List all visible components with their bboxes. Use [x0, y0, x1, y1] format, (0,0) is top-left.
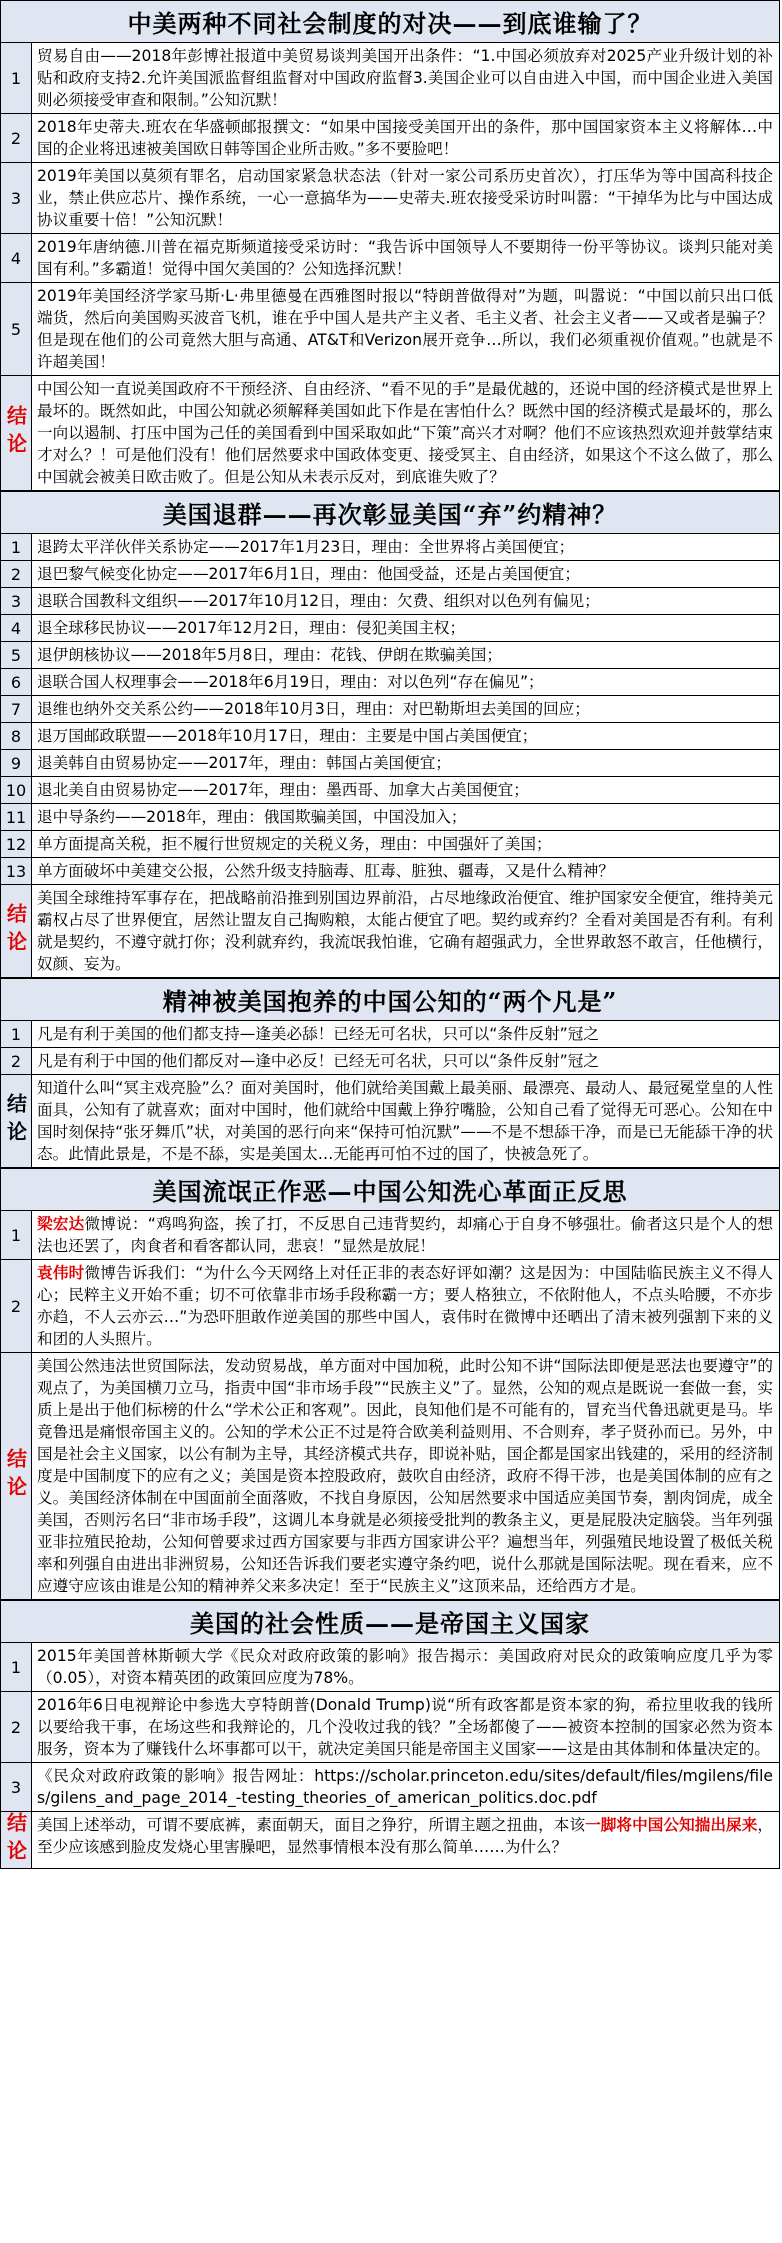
conclusion-label [1, 885, 32, 977]
row-text [32, 561, 779, 587]
person-name: 袁伟时 [37, 1264, 85, 1282]
row-number [1, 163, 32, 233]
row-text [32, 831, 779, 857]
row-text [32, 804, 779, 830]
conclusion-label-text: 结论 [3, 1093, 28, 1149]
row-text [32, 669, 779, 695]
row-text [32, 642, 779, 668]
person-name: 梁宏达 [37, 1215, 85, 1233]
row-text [32, 1812, 779, 1868]
row-body: 退全球移民协议——2017年12月2日，理由：侵犯美国主权； [37, 619, 466, 637]
row-number [1, 283, 32, 375]
row-text [32, 723, 779, 749]
row-body: 2019年美国经济学家马斯·L·弗里德曼在西雅图时报以“特朗普做得对”为题，叫嚣说：“中国以前只出口低端货，然后向美国购买波音飞机，谁在乎中国人是共产主义者、毛主义者、社会主义者——又或者是骗子？但是现在他们的公司竟然大胆与高通、AT&T和Verizon展开竞争…所以，我们必须重视价值观。”也就是不许超美国！ [37, 287, 773, 371]
row-number-text: 12 [5, 834, 27, 854]
table-row [1, 723, 779, 750]
table-row [1, 1812, 779, 1869]
table-row [1, 669, 779, 696]
table-row [1, 1048, 779, 1075]
row-body: 凡是有利于美国的他们都支持—逢美必舔！已经无可名状，只可以“条件反射”冠之 [37, 1025, 599, 1043]
row-text [32, 885, 779, 977]
row-body: 2015年美国普林斯顿大学《民众对政府政策的影响》报告揭示：美国政府对民众的政策响应度几乎为零（0.05），对资本精英团的政策回应度为78%。 [37, 1647, 773, 1687]
row-number [1, 615, 32, 641]
table-row [1, 43, 779, 114]
row-number-text: 6 [10, 672, 22, 692]
row-number-text: 3 [10, 591, 22, 611]
table-row [1, 114, 779, 163]
row-body: 退跨太平洋伙伴关系协定——2017年1月23日，理由：全世界将占美国便宜； [37, 538, 575, 556]
row-text [32, 858, 779, 884]
row-number [1, 1643, 32, 1691]
row-number-text: 8 [10, 726, 22, 746]
row-number [1, 669, 32, 695]
row-number [1, 234, 32, 282]
row-text [32, 1021, 779, 1047]
highlight-text: 一脚将中国公知揣出屎来 [585, 1816, 758, 1834]
table-row [1, 534, 779, 561]
row-number-text: 2 [10, 1296, 22, 1316]
row-number-text: 5 [10, 319, 22, 339]
conclusion-label-text: 结论 [3, 903, 28, 959]
row-number [1, 1763, 32, 1811]
section-title: 中美两种不同社会制度的对决——到底谁输了？ [1, 0, 779, 43]
row-number [1, 1021, 32, 1047]
row-body: 单方面提高关税，拒不履行世贸规定的关税义务，理由：中国强奸了美国； [37, 835, 552, 853]
row-number-text: 4 [10, 248, 22, 268]
row-text [32, 376, 779, 490]
row-text [32, 1048, 779, 1074]
row-body: 退中导条约——2018年，理由：俄国欺骗美国，中国没加入； [37, 808, 467, 826]
table-row [1, 885, 779, 978]
row-number [1, 831, 32, 857]
table-row [1, 1075, 779, 1168]
row-body: 退联合国人权理事会——2018年6月19日，理由：对以色列“存在偏见”； [37, 673, 544, 691]
row-body-tail: ，至少应该感到脸皮发烧心里害臊吧，显然事情根本没有那么简单……为什么？ [37, 1816, 773, 1856]
row-text [32, 1692, 779, 1762]
row-number-text: 1 [10, 1024, 22, 1044]
table-row [1, 163, 779, 234]
row-number [1, 1048, 32, 1074]
row-text [32, 615, 779, 641]
row-body: 退伊朗核协议——2018年5月8日，理由：花钱、伊朗在欺骗美国； [37, 646, 502, 664]
row-number [1, 642, 32, 668]
row-number-text: 11 [5, 807, 27, 827]
table-row [1, 1260, 779, 1353]
row-text [32, 588, 779, 614]
row-text [32, 750, 779, 776]
row-text [32, 114, 779, 162]
row-number [1, 1692, 32, 1762]
row-body: 美国公然违法世贸国际法，发动贸易战，单方面对中国加税，此时公知不讲“国际法即便是恶法也要遵守”的观点了，为美国横刀立马，指责中国“非市场手段”“民族主义”了。显然，公知的观点是既说一套做一套，实质上是出于他们标榜的什么“学术公正和客观”。因此，良知他们是不可能有的，冒充当代鲁迅就更是马。毕竟鲁迅是痛恨帝国主义的。公知的学术公正不过是符合欧美利益则用、不合则弃，孝子贤孙而已。另外，中国是社会主义国家，以公有制为主导，其经济模式共存，即说补贴，国企都是国家出钱建的，采用的经济制度是中国制度下的应有之义；美国是资本控股政府，鼓吹自由经济，政府不得干涉，也是美国体制的应有之义。美国经济体制在中国面前全面落败，不找自身原因，公知居然要求中国适应美国节奏，割肉饲虎，成全美国，否则污名曰“非市场手段”，这调儿本身就是必须接受批判的教条主义，更是屁股决定脑袋。当年列强亚非拉殖民抢劫，公知何曾要求过西方国家要与非西方国家讲公平？遍想当年，列强殖民地设置了极低关税率和列强自由进出非洲贸易，公知还告诉我们要老实遵守条约吧，说什么那就是国际法呢。现在看来，应不应遵守应该由谁是公知的精神养父来多决定！至于“民族主义”这顶来品，还给西方才是。 [37, 1357, 773, 1595]
row-body: 2019年美国以莫须有罪名，启动国家紧急状态法（针对一家公司系历史首次），打压华为等中国高科技企业，禁止供应芯片、操作系统，一心一意搞华为——史蒂夫.班农接受采访时叫嚣：“干掉华为比与中国达成协议重要十倍！”公知沉默！ [37, 167, 773, 229]
table-row [1, 1692, 779, 1763]
row-body: 2019年唐纳德.川普在福克斯频道接受采访时：“我告诉中国领导人不要期待一份平等协议。谈判只能对美国有利。”多霸道！觉得中国欠美国的？公知选择沉默！ [37, 238, 773, 278]
row-text [32, 1353, 779, 1599]
table-row [1, 1763, 779, 1812]
row-number-text: 7 [10, 699, 22, 719]
row-number [1, 777, 32, 803]
row-number-text: 2 [10, 1051, 22, 1071]
table-row [1, 1353, 779, 1600]
row-number-text: 1 [10, 1657, 22, 1677]
conclusion-label [1, 376, 32, 490]
table-row [1, 1643, 779, 1692]
row-text [32, 696, 779, 722]
table-row [1, 777, 779, 804]
row-number-text: 1 [10, 537, 22, 557]
row-number-text: 2 [10, 128, 22, 148]
conclusion-label [1, 1075, 32, 1167]
row-number [1, 43, 32, 113]
row-body: 退巴黎气候变化协定——2017年6月1日，理由：他国受益，还是占美国便宜； [37, 565, 580, 583]
conclusion-label-text: 结论 [3, 405, 28, 461]
row-text [32, 43, 779, 113]
row-body: 2016年6日电视辩论中参选大亨特朗普(Donald Trump)说“所有政客都是资本家的狗，希拉里收我的钱所以要给我干事，在场这些和我辩论的，几个没收过我的钱？”全场都傻了——被资本控制的国家必然为资本服务，资本为了赚钱什么坏事都可以干，就决定美国只能是帝国主义国家——这是由其体制和体量决定的。 [37, 1696, 773, 1758]
table-row [1, 1211, 779, 1260]
section-title: 精神被美国抱养的中国公知的“两个凡是” [1, 978, 779, 1021]
row-body: 《民众对政府政策的影响》报告网址：https://scholar.princeton.edu/sites/default/files/mgilens/files/gilens_and_page_2014_-testing_theories_of_american_politics.doc.pdf [37, 1767, 773, 1807]
row-body: 中国公知一直说美国政府不干预经济、自由经济、“看不见的手”是最优越的，还说中国的经济模式是世界上最坏的。既然如此，中国公知就必须解释美国如此下作是在害怕什么？既然中国的经济模式是最坏的，那么一向以遏制、打压中国为己任的美国看到中国采取如此“下策”高兴才对啊？他们不应该热烈欢迎并鼓掌结束才对么？！可是他们没有！他们居然要求中国政体变更、接受冥主、自由经济，如果这个不这么做了，那么中国就会被美日欧击败了。但是公知从未表示反对，到底谁失败了？ [37, 380, 773, 486]
row-body: 退北美自由贸易协定——2017年，理由：墨西哥、加拿大占美国便宜； [37, 781, 529, 799]
table-row [1, 750, 779, 777]
table-row [1, 283, 779, 376]
row-number [1, 750, 32, 776]
row-number [1, 1260, 32, 1352]
row-body: 2018年史蒂夫.班农在华盛顿邮报撰文：“如果中国接受美国开出的条件，那中国国家资本主义将解体…中国的企业将迅速被美国欧日韩等国企业所击败。”多不要脸吧！ [37, 118, 773, 158]
section-title: 美国退群——再次彰显美国“弃”约精神？ [1, 491, 779, 534]
row-body: 微博告诉我们：“为什么今天网络上对任正非的表态好评如潮？这是因为：中国陆临民族主义不得人心；民粹主义开始不重；切不可依靠非市场手段称霸一方；要人格独立，不依附他人，不点头哈腰，不亦步亦趋，不人云亦云…”为恐吓胆敢作逆美国的那些中国人，袁伟时在微博中还晒出了清末被列强割下来的义和团的人头照片。 [37, 1264, 773, 1348]
row-number-text: 1 [10, 1225, 22, 1245]
row-text [32, 777, 779, 803]
row-number-text: 3 [10, 1777, 22, 1797]
row-number-text: 1 [10, 68, 22, 88]
row-number [1, 804, 32, 830]
table-row [1, 804, 779, 831]
row-text [32, 534, 779, 560]
row-text [32, 1211, 779, 1259]
row-text [32, 1643, 779, 1691]
table-row [1, 234, 779, 283]
table-row [1, 588, 779, 615]
table-row [1, 615, 779, 642]
row-body: 退维也纳外交关系公约——2018年10月3日，理由：对巴勒斯坦去美国的回应； [37, 700, 590, 718]
row-text [32, 283, 779, 375]
row-body: 退联合国教科文组织——2017年10月12日，理由：欠费、组织对以色列有偏见； [37, 592, 600, 610]
row-number-text: 3 [10, 188, 22, 208]
section-title: 美国流氓正作恶—中国公知洗心革面正反思 [1, 1168, 779, 1211]
row-number [1, 1211, 32, 1259]
row-body: 贸易自由——2018年彭博社报道中美贸易谈判美国开出条件：“1.中国必须放弃对2025产业升级计划的补贴和政府支持2.允许美国派监督组监督对中国政府监督3.美国企业可以自由进入中国，而中国企业进入美国则必须接受审查和限制。”公知沉默！ [37, 47, 773, 109]
row-text [32, 234, 779, 282]
table-row [1, 376, 779, 491]
row-body: 微博说：“鸡鸣狗盗，挨了打，不反思自己违背契约，却痛心于自身不够强壮。偷者这只是个人的想法也还罢了，肉食者和看客都认同，悲哀！”显然是放屁！ [37, 1215, 773, 1255]
row-number-text: 4 [10, 618, 22, 638]
row-number-text: 10 [5, 780, 27, 800]
row-text [32, 1075, 779, 1167]
row-number-text: 13 [5, 861, 27, 881]
row-number-text: 9 [10, 753, 22, 773]
row-number [1, 534, 32, 560]
table-row [1, 858, 779, 885]
row-text [32, 1763, 779, 1811]
conclusion-label [1, 1353, 32, 1599]
row-body: 美国上述举动，可谓不要底裤，素面朝天，面目之狰狞，所谓主题之扭曲，本该 [37, 1816, 586, 1834]
conclusion-label-text: 结论 [3, 1448, 28, 1504]
table-row [1, 561, 779, 588]
row-number-text: 5 [10, 645, 22, 665]
row-body: 退美韩自由贸易协定——2017年，理由：韩国占美国便宜； [37, 754, 451, 772]
conclusion-label [1, 1812, 32, 1868]
row-number-text: 2 [10, 564, 22, 584]
row-number [1, 858, 32, 884]
row-number-text: 2 [10, 1717, 22, 1737]
section-title: 美国的社会性质——是帝国主义国家 [1, 1600, 779, 1643]
row-body: 美国全球维持军事存在，把战略前沿推到别国边界前沿，占尽地缘政治便宜、维护国家安全便宜，维持美元霸权占尽了世界便宜，居然让盟友自己掏购粮，太能占便宜了吧。契约或弃约？全看对美国是否有利。有利就是契约，不遵守就打你；没利就弃约，我流氓我怕谁，它确有超强武力，全世界敢怒不敢言，任他横行，奴颜、妄为。 [37, 889, 773, 973]
row-number [1, 588, 32, 614]
row-body: 单方面破坏中美建交公报，公然升级支持脑毒、肛毒、脏独、疆毒，又是什么精神？ [37, 862, 614, 880]
row-text [32, 1260, 779, 1352]
row-body: 退万国邮政联盟——2018年10月17日，理由：主要是中国占美国便宜； [37, 727, 538, 745]
row-number [1, 114, 32, 162]
table-row [1, 696, 779, 723]
table-row [1, 831, 779, 858]
table-row [1, 1021, 779, 1048]
row-text [32, 163, 779, 233]
table-row [1, 642, 779, 669]
conclusion-label-text: 结论 [3, 1812, 28, 1868]
row-number [1, 696, 32, 722]
row-body: 知道什么叫“冥主戏亮脸”么？面对美国时，他们就给美国戴上最美丽、最漂亮、最动人、最冠冕堂皇的人性面具，公知有了就喜欢；面对中国时，他们就给中国戴上狰狞嘴脸，公知自己看了觉得无可恶心。公知在中国时刻保持“张牙舞爪”状，对美国的恶行向来“保持可怕沉默”——不是不想舔干净，而是已无能舔干净的状态。此情此景是，不是不舔，实是美国太…无能再可怕不过的国了，快被急死了。 [37, 1079, 773, 1163]
row-body: 凡是有利于中国的他们都反对—逢中必反！已经无可名状，只可以“条件反射”冠之 [37, 1052, 599, 1070]
row-number [1, 723, 32, 749]
row-number [1, 561, 32, 587]
